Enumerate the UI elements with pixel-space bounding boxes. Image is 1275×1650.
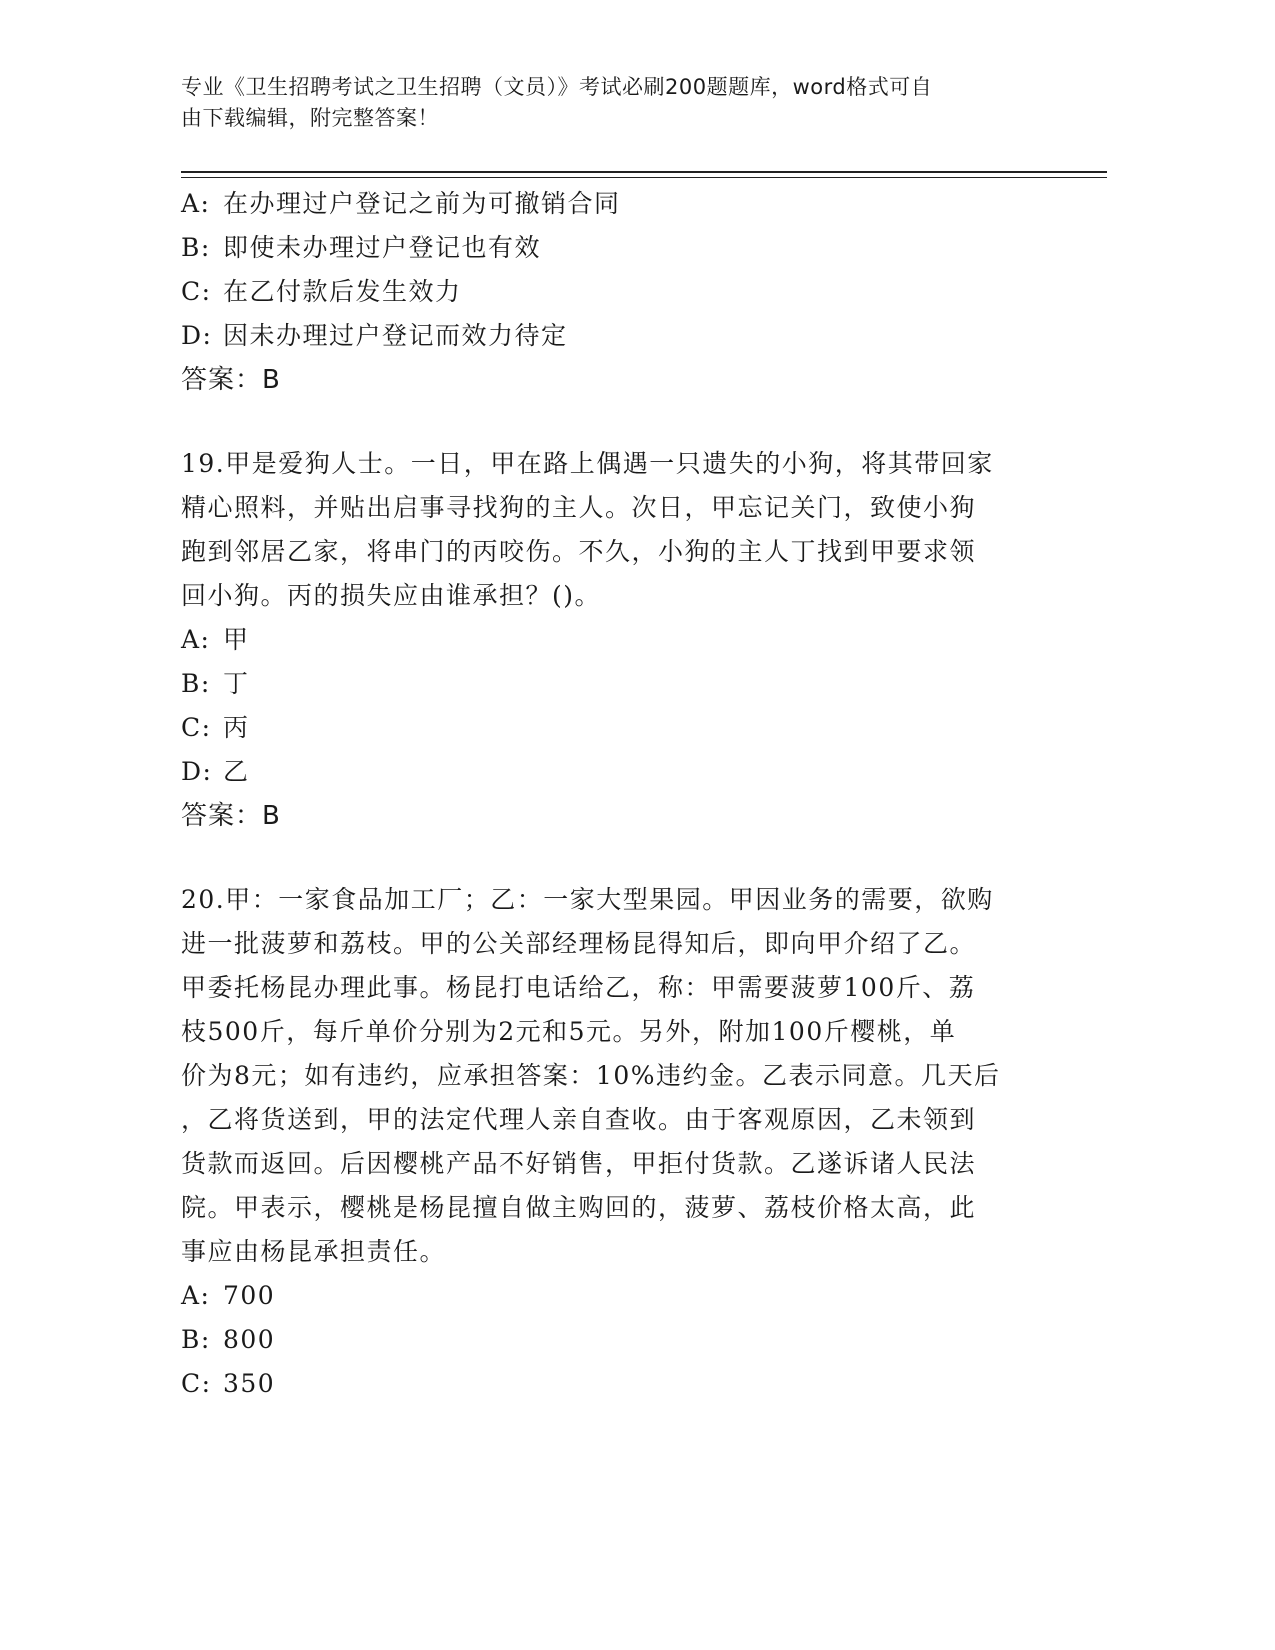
option-key: C: xyxy=(181,277,212,306)
question-text-line: 院。甲表示，樱桃是杨昆擅自做主购回的，菠萝、荔枝价格太高，此 xyxy=(181,1193,977,1222)
option-text: 700 xyxy=(223,1281,276,1310)
answer-line: 答案：B xyxy=(181,365,281,395)
option-key: A: xyxy=(181,1281,211,1310)
question-18 xyxy=(181,182,1041,402)
question-20 xyxy=(181,878,1041,1406)
option-c xyxy=(181,270,1041,314)
option-text: 乙 xyxy=(223,757,250,786)
question-text-line: 回小狗。丙的损失应由谁承担？()。 xyxy=(181,581,602,610)
question-text-line: 20.甲：一家食品加工厂；乙：一家大型果园。甲因业务的需要，欲购 xyxy=(181,885,994,914)
header-divider-thick xyxy=(181,171,1107,173)
header-line-1: 专业《卫生招聘考试之卫生招聘（文员）》考试必刷200题题库，word格式可自 xyxy=(181,75,933,99)
question-list xyxy=(181,182,1041,1406)
question-text-line: ，乙将货送到，甲的法定代理人亲自查收。由于客观原因，乙未领到 xyxy=(181,1105,977,1134)
option-d xyxy=(181,750,1041,794)
option-key: C: xyxy=(181,713,212,742)
header-line-2: 由下载编辑，附完整答案！ xyxy=(181,106,439,130)
option-key: B: xyxy=(181,1325,211,1354)
question-text-line: 跑到邻居乙家，将串门的丙咬伤。不久，小狗的主人丁找到甲要求领 xyxy=(181,537,977,566)
question-text-line: 价为8元；如有违约，应承担答案：10%违约金。乙表示同意。几天后 xyxy=(181,1061,1001,1090)
answer-line: 答案：B xyxy=(181,801,281,831)
question-text-line: 事应由杨昆承担责任。 xyxy=(181,1237,447,1266)
option-b xyxy=(181,226,1041,270)
question-19 xyxy=(181,442,1041,838)
question-text-line: 枝500斤，每斤单价分别为2元和5元。另外，附加100斤樱桃，单 xyxy=(181,1017,957,1046)
option-key: C: xyxy=(181,1369,212,1398)
option-key: D: xyxy=(181,321,213,350)
option-key: A: xyxy=(181,189,211,218)
document-header xyxy=(181,72,1051,134)
header-divider-thin xyxy=(181,177,1107,178)
option-text: 因未办理过户登记而效力待定 xyxy=(223,321,568,350)
option-key: D: xyxy=(181,757,213,786)
question-text-line: 19.甲是爱狗人士。一日，甲在路上偶遇一只遗失的小狗，将其带回家 xyxy=(181,449,994,478)
option-key: B: xyxy=(181,233,211,262)
option-text: 350 xyxy=(223,1369,276,1398)
option-c xyxy=(181,1362,1041,1406)
spacer xyxy=(181,402,1041,442)
option-text: 在乙付款后发生效力 xyxy=(223,277,462,306)
question-text-line: 货款而返回。后因樱桃产品不好销售，甲拒付货款。乙遂诉诸人民法 xyxy=(181,1149,977,1178)
question-text-line: 进一批菠萝和荔枝。甲的公关部经理杨昆得知后，即向甲介绍了乙。 xyxy=(181,929,977,958)
option-key: A: xyxy=(181,625,211,654)
option-text: 丁 xyxy=(223,669,250,698)
option-text: 800 xyxy=(223,1325,276,1354)
option-c xyxy=(181,706,1041,750)
option-text: 甲 xyxy=(223,625,250,654)
option-b xyxy=(181,662,1041,706)
option-d xyxy=(181,314,1041,358)
option-a xyxy=(181,618,1041,662)
option-a xyxy=(181,182,1041,226)
question-text-line: 精心照料，并贴出启事寻找狗的主人。次日，甲忘记关门，致使小狗 xyxy=(181,493,977,522)
option-b xyxy=(181,1318,1041,1362)
spacer xyxy=(181,838,1041,878)
option-text: 丙 xyxy=(223,713,250,742)
option-key: B: xyxy=(181,669,211,698)
option-a xyxy=(181,1274,1041,1318)
option-text: 即使未办理过户登记也有效 xyxy=(223,233,542,262)
question-text-line: 甲委托杨昆办理此事。杨昆打电话给乙，称：甲需要菠萝100斤、荔 xyxy=(181,973,976,1002)
option-text: 在办理过户登记之前为可撤销合同 xyxy=(223,189,621,218)
